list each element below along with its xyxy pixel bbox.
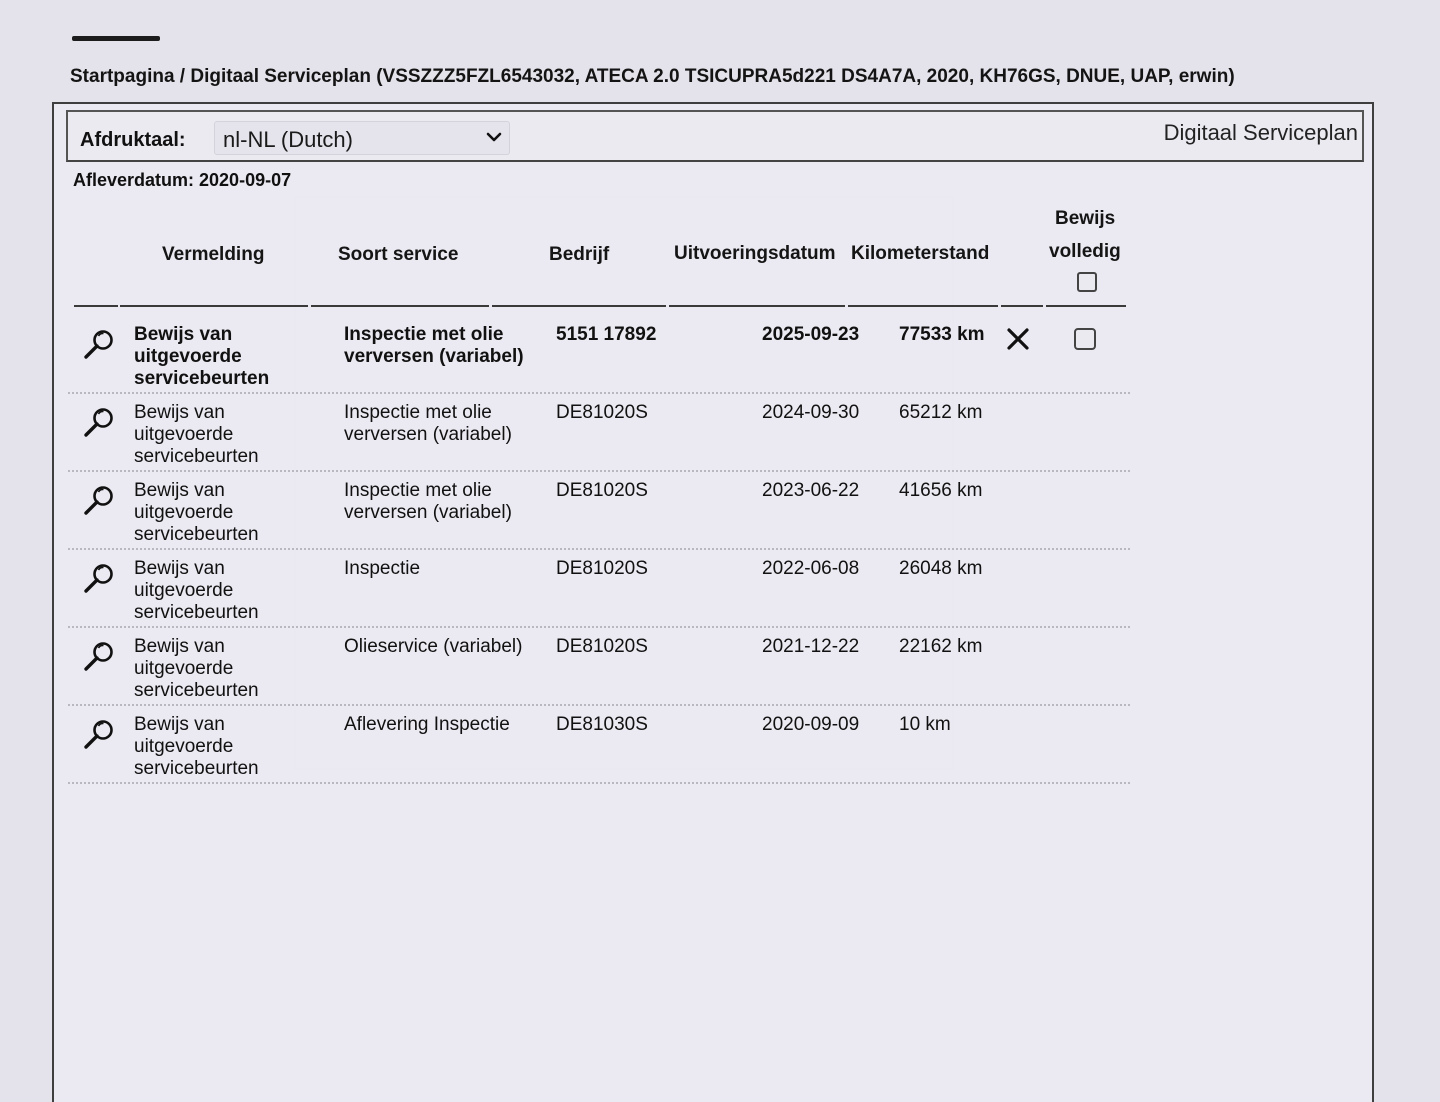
uitvoeringsdatum-cell: 2021-12-22 [762,636,860,657]
bedrijf-cell: DE81020S [556,402,648,423]
uitvoeringsdatum-cell: 2024-09-30 [762,402,860,423]
soort-service-line: verversen (variabel) [344,502,512,523]
soort-service-line: verversen (variabel) [344,346,524,367]
col-header-bedrijf: Bedrijf [549,244,610,265]
top-divider [72,36,160,41]
magnifier-icon[interactable] [82,562,116,594]
table-row [68,316,1130,394]
bedrijf-cell: DE81020S [556,558,648,579]
soort-service-cell [344,402,512,446]
magnifier-icon[interactable] [82,718,116,750]
col-header-bewijs: Bewijs [1055,208,1116,229]
header-underline [120,305,308,307]
vermelding-line: servicebeurten [134,524,259,545]
vermelding-line: uitgevoerde [134,346,242,367]
delete-x-icon[interactable] [1005,326,1031,352]
soort-service-line: Inspectie met olie [344,402,492,423]
vermelding-line: uitgevoerde [134,580,234,601]
panel-title: Digitaal Serviceplan [1163,120,1358,145]
kilometerstand-cell: 65212 km [899,402,983,423]
bewijs-volledig-checkbox[interactable] [1074,328,1096,350]
vermelding-line: uitgevoerde [134,658,234,679]
vermelding-line: servicebeurten [134,368,270,389]
vermelding-line: Bewijs van [134,636,225,657]
row-separator [68,781,1130,784]
vermelding-cell[interactable] [134,558,259,624]
bedrijf-cell: DE81020S [556,636,648,657]
vermelding-line: uitgevoerde [134,502,234,523]
soort-service-cell [344,636,522,658]
soort-service-line: verversen (variabel) [344,424,512,445]
soort-service-cell [344,714,510,736]
table-row [68,550,1130,628]
print-language-select[interactable] [214,121,510,155]
vermelding-cell[interactable] [134,714,259,780]
header-underline [1001,305,1043,307]
vermelding-line: servicebeurten [134,680,259,701]
table-row [68,394,1130,472]
soort-service-line: Inspectie [344,558,421,579]
vermelding-cell[interactable] [134,480,259,546]
uitvoeringsdatum-cell: 2025-09-23 [762,324,860,345]
breadcrumb: Startpagina / Digitaal Serviceplan (VSSZZZ5FZL6543032, ATECA 2.0 TSICUPRA5d221 DS4A7A, 2020, KH76GS, DNUE, UAP, erwin) [70,66,1235,87]
magnifier-icon[interactable] [82,640,116,672]
col-header-soort-service: Soort service [338,244,459,265]
vermelding-line: Bewijs van [134,402,225,423]
col-header-kilometerstand: Kilometerstand [851,243,990,264]
vermelding-line: uitgevoerde [134,424,234,445]
col-header-volledig: volledig [1049,241,1121,262]
soort-service-cell [344,558,420,580]
uitvoeringsdatum-cell: 2020-09-09 [762,714,860,735]
panel-header [66,110,1364,162]
header-underline [1046,305,1126,307]
soort-service-line: Inspectie met olie [344,480,492,501]
kilometerstand-cell: 10 km [899,714,951,735]
table-row [68,472,1130,550]
header-underline [492,305,666,307]
header-underline [669,305,845,307]
vermelding-line: Bewijs van [134,324,233,345]
soort-service-line: Olieservice (variabel) [344,636,523,657]
vermelding-line: Bewijs van [134,558,225,579]
bedrijf-cell: DE81030S [556,714,648,735]
uitvoeringsdatum-cell: 2023-06-22 [762,480,860,501]
kilometerstand-cell: 77533 km [899,324,985,345]
bedrijf-cell: 5151 17892 [556,324,657,345]
header-underline [311,305,489,307]
vermelding-cell[interactable] [134,636,259,702]
vermelding-line: uitgevoerde [134,736,234,757]
table-row [68,628,1130,706]
kilometerstand-cell: 41656 km [899,480,983,501]
vermelding-line: servicebeurten [134,602,259,623]
print-language-value: nl-NL (Dutch) [223,127,353,152]
chevron-down-icon [486,131,502,143]
magnifier-icon[interactable] [82,406,116,438]
col-header-vermelding: Vermelding [162,244,265,265]
table-row [68,706,1130,784]
magnifier-icon[interactable] [82,484,116,516]
kilometerstand-cell: 26048 km [899,558,983,579]
select-all-checkbox[interactable] [1077,272,1097,292]
print-language-label: Afdruktaal: [80,129,186,151]
soort-service-line: Inspectie met olie [344,324,504,345]
uitvoeringsdatum-cell: 2022-06-08 [762,558,860,579]
header-underline [74,305,118,307]
kilometerstand-cell: 22162 km [899,636,983,657]
magnifier-icon[interactable] [82,328,116,360]
soort-service-cell [344,324,524,368]
service-plan-panel [52,102,1374,1102]
vermelding-line: Bewijs van [134,714,225,735]
vermelding-cell[interactable] [134,324,269,390]
vermelding-line: Bewijs van [134,480,225,501]
delivery-date: Afleverdatum: 2020-09-07 [73,170,292,190]
soort-service-cell [344,480,512,524]
vermelding-cell[interactable] [134,402,259,468]
soort-service-line: Aflevering Inspectie [344,714,510,735]
col-header-uitvoeringsdatum: Uitvoeringsdatum [674,243,836,264]
vermelding-line: servicebeurten [134,758,259,779]
header-underline [848,305,998,307]
bedrijf-cell: DE81020S [556,480,648,501]
vermelding-line: servicebeurten [134,446,259,467]
